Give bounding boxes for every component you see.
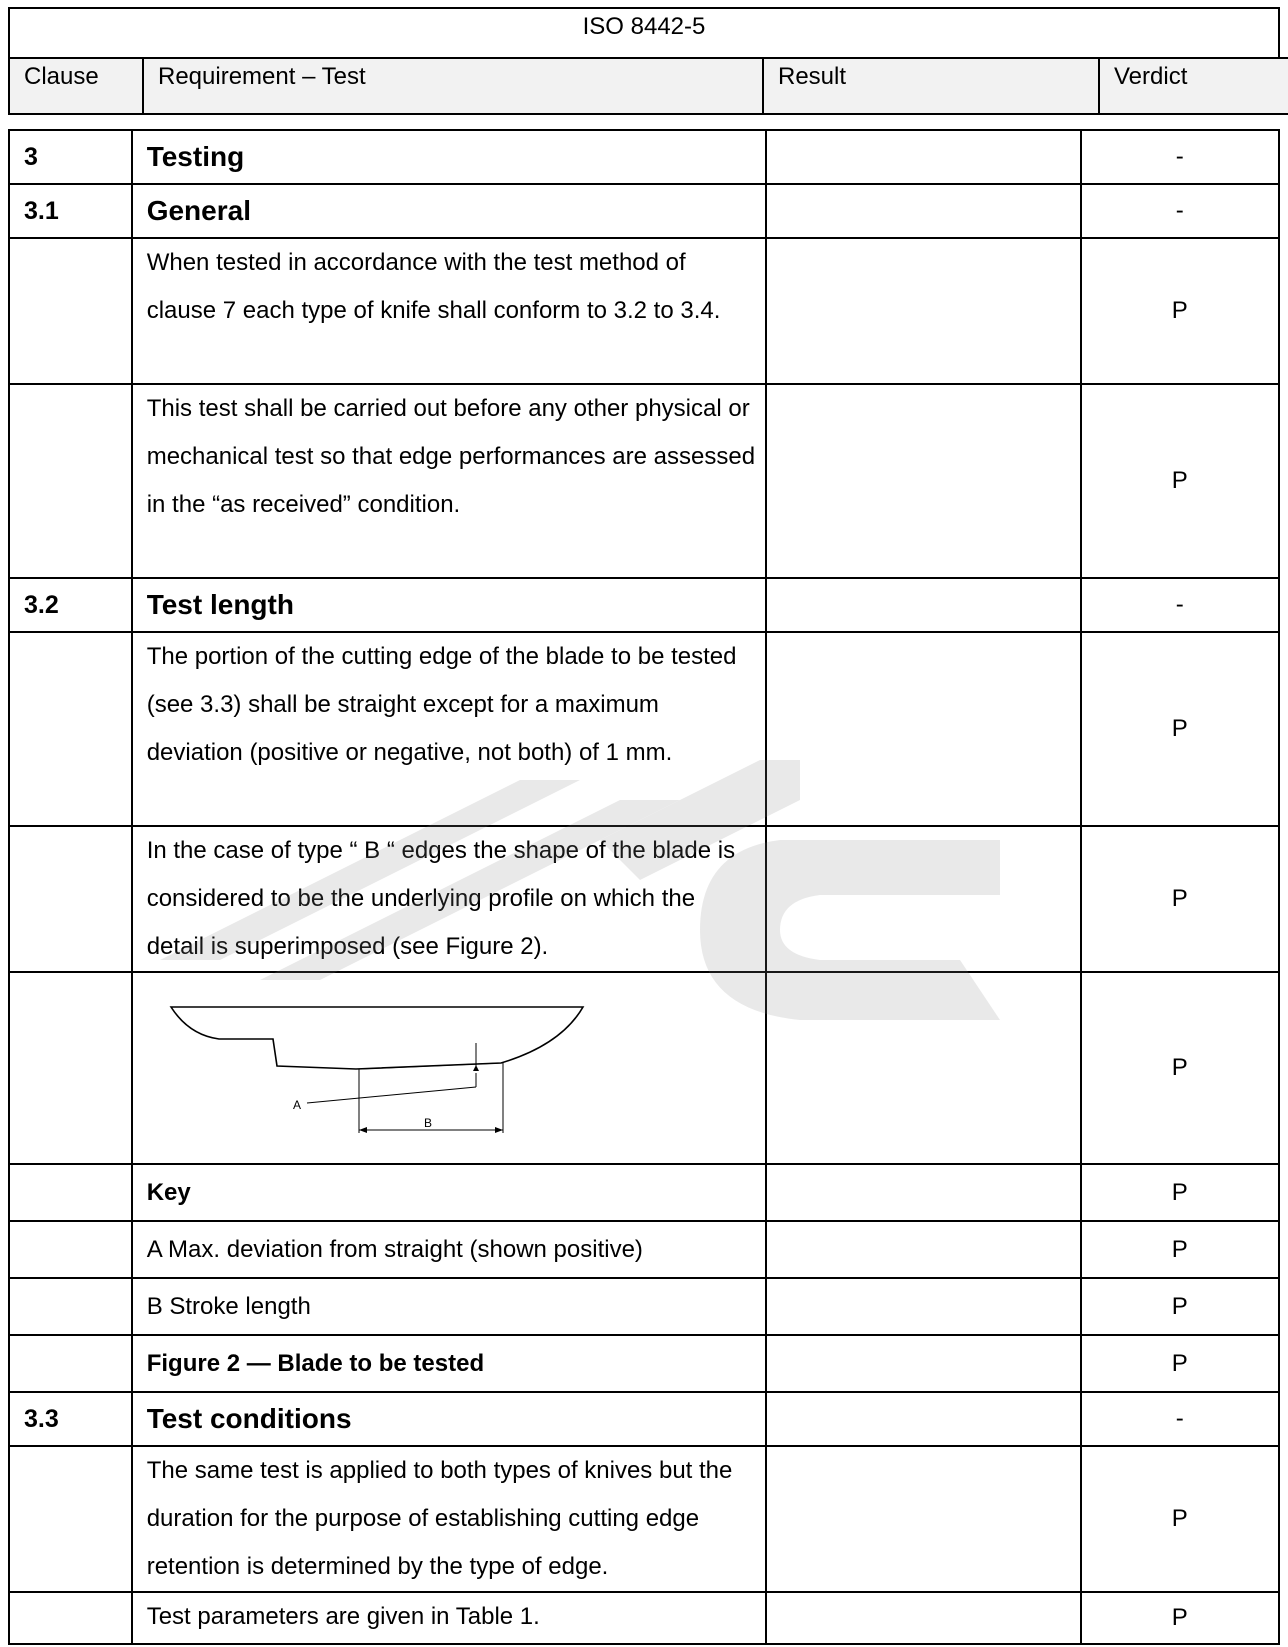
result-cell <box>766 130 1081 184</box>
table-row <box>9 1392 1279 1446</box>
dimension-arrow-right <box>495 1127 503 1133</box>
table-row <box>9 238 1279 384</box>
table-row <box>9 1335 1279 1392</box>
blade-figure <box>161 1003 611 1153</box>
verdict-cell: P <box>1081 826 1279 972</box>
clause-cell <box>9 1278 132 1335</box>
clause-cell: 3 <box>9 130 132 184</box>
clause-cell <box>9 238 132 384</box>
straight-reference-line <box>359 1063 501 1069</box>
verdict-cell: P <box>1081 1278 1279 1335</box>
table-row <box>9 972 1279 1164</box>
column-header-requirement: Requirement – Test <box>143 58 763 114</box>
verdict-cell: - <box>1081 578 1279 632</box>
dimension-arrow-left <box>359 1127 367 1133</box>
column-header-row <box>8 57 1288 115</box>
result-cell <box>766 826 1081 972</box>
result-cell <box>766 1164 1081 1221</box>
key-heading: Key <box>132 1164 766 1221</box>
result-cell <box>766 1446 1081 1592</box>
result-cell <box>766 1592 1081 1644</box>
clause-cell: 3.3 <box>9 1392 132 1446</box>
figure-cell <box>132 972 766 1164</box>
clause-cell <box>9 1164 132 1221</box>
verdict-cell: P <box>1081 632 1279 826</box>
document-header <box>8 7 1280 63</box>
table-row <box>9 130 1279 184</box>
key-item-b: B Stroke length <box>132 1278 766 1335</box>
result-cell <box>766 1335 1081 1392</box>
result-cell <box>766 972 1081 1164</box>
label-a-leader <box>307 1087 476 1103</box>
table-row <box>9 184 1279 238</box>
requirement-text: The same test is applied to both types of knives but the duration for the purpose of establishing cutting edge retention is determined by the type of edge. <box>132 1446 766 1592</box>
table-row <box>9 384 1279 578</box>
figure-label-a: A <box>292 1098 301 1112</box>
verdict-cell: P <box>1081 238 1279 384</box>
requirement-text: The portion of the cutting edge of the blade to be tested (see 3.3) shall be straight except for a maximum deviation (positive or negative, not both) of 1 mm. <box>132 632 766 826</box>
table-row <box>9 826 1279 972</box>
result-cell <box>766 184 1081 238</box>
clause-cell <box>9 1592 132 1644</box>
verdict-cell: P <box>1081 1221 1279 1278</box>
verdict-cell: - <box>1081 1392 1279 1446</box>
section-heading: Testing <box>132 130 766 184</box>
column-header-verdict: Verdict <box>1099 58 1288 114</box>
table-row <box>9 632 1279 826</box>
table-row <box>9 1221 1279 1278</box>
result-cell <box>766 1221 1081 1278</box>
section-heading: Test length <box>132 578 766 632</box>
table-row <box>9 1278 1279 1335</box>
clause-cell <box>9 1221 132 1278</box>
verdict-cell: P <box>1081 1592 1279 1644</box>
result-cell <box>766 578 1081 632</box>
requirement-text: Test parameters are given in Table 1. <box>132 1592 766 1644</box>
key-item-a: A Max. deviation from straight (shown positive) <box>132 1221 766 1278</box>
column-header-result: Result <box>763 58 1099 114</box>
result-cell <box>766 384 1081 578</box>
verdict-cell: P <box>1081 1335 1279 1392</box>
column-header-clause: Clause <box>9 58 143 114</box>
result-cell <box>766 238 1081 384</box>
clause-cell <box>9 632 132 826</box>
requirement-text: This test shall be carried out before any other physical or mechanical test so that edge performances are assessed in the “as received” condition. <box>132 384 766 578</box>
table-row <box>9 1592 1279 1644</box>
section-heading: General <box>132 184 766 238</box>
clause-cell: 3.2 <box>9 578 132 632</box>
clause-cell <box>9 384 132 578</box>
document-title: ISO 8442-5 <box>9 8 1279 62</box>
result-cell <box>766 632 1081 826</box>
verdict-cell: P <box>1081 972 1279 1164</box>
verdict-cell: - <box>1081 184 1279 238</box>
requirement-text: In the case of type “ B “ edges the shape of the blade is considered to be the underlying profile on which the detail is superimposed (see Figure 2). <box>132 826 766 972</box>
clause-cell <box>9 826 132 972</box>
result-cell <box>766 1392 1081 1446</box>
table-row <box>9 1164 1279 1221</box>
clause-cell <box>9 1335 132 1392</box>
clause-cell <box>9 972 132 1164</box>
result-cell <box>766 1278 1081 1335</box>
figure-label-b: B <box>423 1116 432 1130</box>
blade-outline <box>171 1007 583 1069</box>
requirements-table <box>8 129 1280 1645</box>
verdict-cell: P <box>1081 1164 1279 1221</box>
requirement-text: When tested in accordance with the test method of clause 7 each type of knife shall conform to 3.2 to 3.4. <box>132 238 766 384</box>
clause-cell <box>9 1446 132 1592</box>
verdict-cell: P <box>1081 384 1279 578</box>
table-row <box>9 578 1279 632</box>
table-row <box>9 1446 1279 1592</box>
clause-cell: 3.1 <box>9 184 132 238</box>
figure-caption: Figure 2 — Blade to be tested <box>132 1335 766 1392</box>
section-heading: Test conditions <box>132 1392 766 1446</box>
deviation-arrow-up <box>473 1065 479 1071</box>
verdict-cell: - <box>1081 130 1279 184</box>
verdict-cell: P <box>1081 1446 1279 1592</box>
